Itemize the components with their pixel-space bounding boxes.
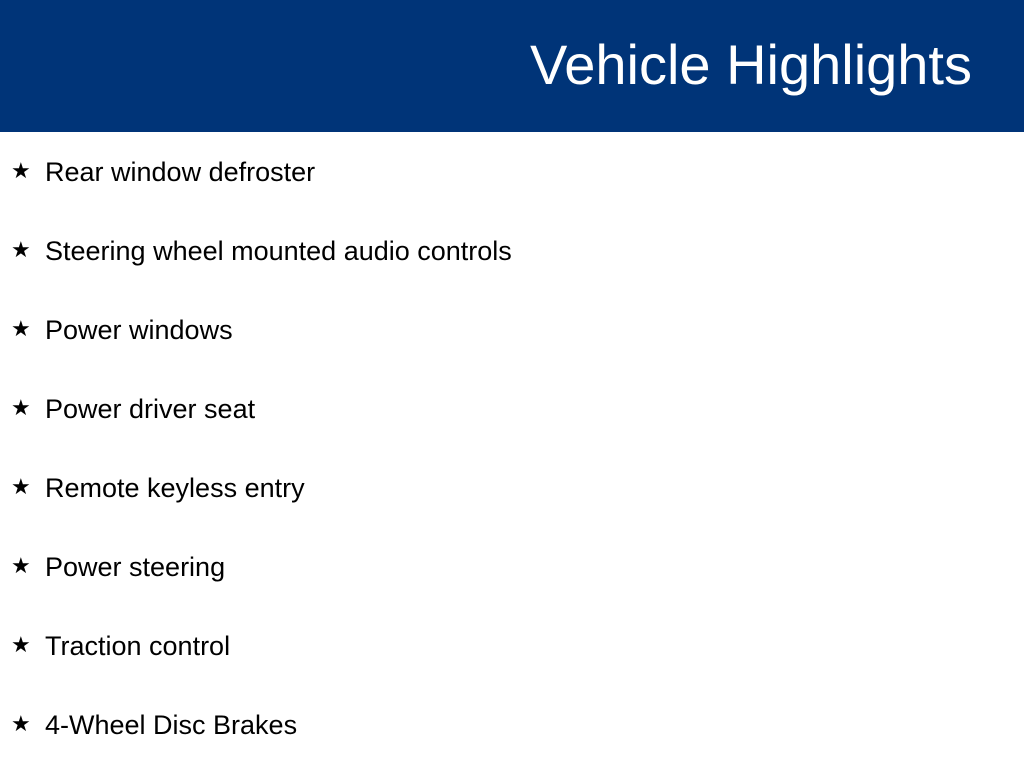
star-icon: ★ xyxy=(11,316,31,341)
star-icon: ★ xyxy=(11,632,31,657)
star-icon: ★ xyxy=(11,158,31,183)
feature-label: Power steering xyxy=(45,552,226,582)
slide-title: Vehicle Highlights xyxy=(529,33,972,96)
feature-label: Steering wheel mounted audio controls xyxy=(45,236,512,266)
feature-label: Rear window defroster xyxy=(45,157,316,187)
star-icon: ★ xyxy=(11,553,31,578)
feature-label: Power windows xyxy=(45,315,233,345)
star-icon: ★ xyxy=(11,395,31,420)
feature-label: Power driver seat xyxy=(45,394,256,424)
feature-label: Traction control xyxy=(45,631,231,661)
feature-label: Remote keyless entry xyxy=(45,473,305,503)
feature-label: 4-Wheel Disc Brakes xyxy=(45,710,298,740)
star-icon: ★ xyxy=(11,237,31,262)
star-icon: ★ xyxy=(11,711,31,736)
slide-header xyxy=(0,0,1024,132)
star-icon: ★ xyxy=(11,474,31,499)
